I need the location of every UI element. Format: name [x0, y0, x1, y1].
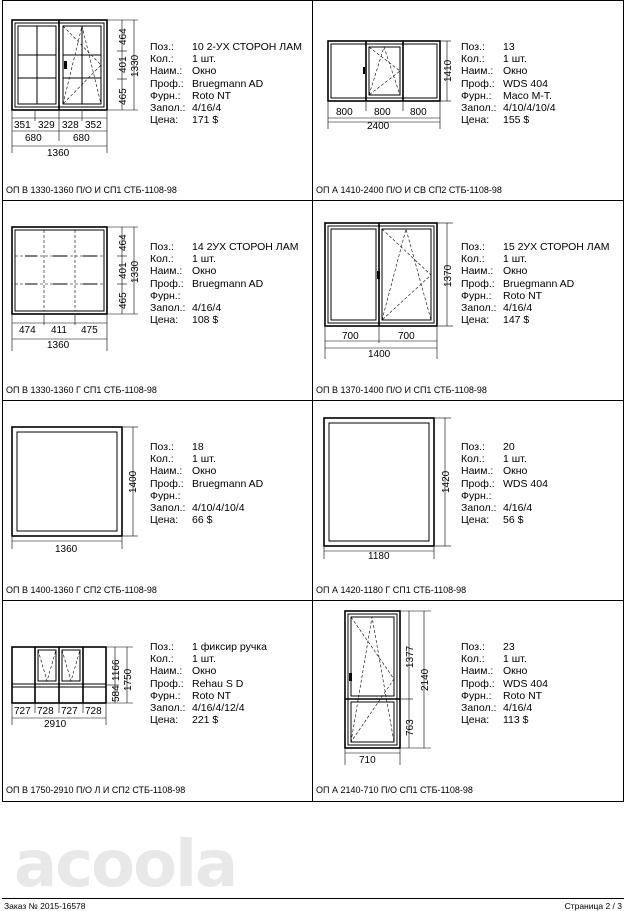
window-drawing	[3, 201, 153, 376]
item-card	[3, 201, 313, 401]
label-price: Цена:	[150, 114, 179, 127]
value-fill: 4/16/4/12/4	[192, 702, 245, 715]
value-qty: 1 шт.	[503, 653, 527, 666]
label-qty: Кол.:	[461, 453, 485, 466]
dim-label: 464	[118, 234, 129, 251]
value-name: Окно	[503, 665, 528, 678]
item-caption: ОП А 1410-2400 П/О И СВ СП2 СТБ-1108-98	[316, 185, 502, 195]
window-drawing	[313, 201, 463, 376]
dim-label: 464	[118, 28, 129, 45]
dim-label: 1370	[443, 264, 454, 287]
item-card	[313, 1, 623, 201]
dim-label: 2140	[420, 668, 431, 691]
value-furn: Roto NT	[192, 89, 232, 102]
dim-label: 1360	[55, 544, 78, 555]
item-caption: ОП В 1400-1360 Г СП2 СТБ-1108-98	[6, 585, 157, 595]
dim-label: 728	[37, 706, 54, 717]
dim-label: 1400	[368, 349, 391, 360]
label-qty: Кол.:	[150, 453, 174, 466]
dim-label: 401	[118, 56, 129, 73]
value-name: Окно	[192, 665, 217, 678]
value-name: Окно	[192, 465, 217, 478]
label-prof: Проф.:	[150, 677, 184, 690]
value-price: 155 $	[503, 114, 530, 127]
dim-label: 328	[62, 120, 79, 131]
item-properties	[461, 441, 548, 526]
dim-label: 700	[342, 331, 359, 342]
label-price: Цена:	[461, 114, 490, 127]
dim-label: 800	[336, 107, 353, 118]
item-properties	[150, 41, 302, 126]
value-furn: Roto NT	[503, 289, 543, 302]
item-caption: ОП А 1420-1180 Г СП1 СТБ-1108-98	[316, 585, 467, 595]
value-price: 221 $	[192, 714, 219, 727]
item-caption: ОП В 1750-2910 П/О Л И СП2 СТБ-1108-98	[6, 785, 186, 795]
dim-label: 401	[118, 262, 129, 279]
window-drawing	[313, 601, 463, 776]
label-qty: Кол.:	[461, 53, 485, 66]
label-qty: Кол.:	[150, 653, 174, 666]
label-qty: Кол.:	[150, 253, 174, 266]
dim-label: 474	[19, 325, 36, 336]
items-grid	[2, 0, 624, 802]
label-price: Цена:	[461, 314, 490, 327]
dim-label: 465	[118, 292, 129, 309]
window-drawing	[313, 401, 463, 576]
dim-label: 1166	[111, 659, 122, 681]
label-price: Цена:	[150, 714, 179, 727]
value-price: 56 $	[503, 514, 524, 527]
label-name: Наим.:	[461, 665, 494, 678]
dim-label: 2400	[367, 121, 390, 132]
label-price: Цена:	[150, 514, 179, 527]
value-name: Окно	[192, 65, 217, 78]
label-furn: Фурн.:	[461, 489, 492, 502]
dim-label: 1750	[123, 668, 134, 691]
label-name: Наим.:	[461, 265, 494, 278]
value-pos: 15 2УХ СТОРОН ЛАМ	[503, 241, 610, 253]
order-number: Заказ № 2015-16578	[4, 901, 86, 911]
value-name: Окно	[503, 465, 528, 478]
label-price: Цена:	[461, 714, 490, 727]
dim-label: 475	[81, 325, 98, 336]
item-caption: ОП В 1330-1360 Г СП1 СТБ-1108-98	[6, 385, 157, 395]
dim-label: 680	[25, 133, 42, 144]
dim-label: 1330	[130, 260, 141, 283]
value-qty: 1 шт.	[192, 253, 216, 266]
label-furn: Фурн.:	[150, 89, 181, 102]
dim-label: 800	[374, 107, 391, 118]
dim-label: 2910	[44, 719, 67, 730]
value-qty: 1 шт.	[503, 253, 527, 266]
dim-label: 1180	[368, 551, 390, 562]
dim-label: 1410	[443, 59, 454, 82]
item-properties	[461, 241, 609, 326]
label-prof: Проф.:	[461, 477, 495, 490]
value-pos: 14 2УХ СТОРОН ЛАМ	[192, 241, 299, 253]
dim-label: 763	[405, 719, 416, 736]
dim-label: 700	[398, 331, 415, 342]
page-number: Страница 2 / 3	[564, 901, 622, 911]
value-fill: 4/10/4/10/4	[192, 502, 245, 515]
label-prof: Проф.:	[150, 77, 184, 90]
item-properties	[150, 441, 263, 526]
page-footer	[2, 898, 624, 911]
dim-label: 411	[51, 325, 67, 336]
dim-label: 728	[85, 706, 102, 717]
label-name: Наим.:	[461, 65, 494, 78]
window-drawing	[313, 1, 463, 176]
label-fill: Запол.:	[461, 102, 497, 115]
label-fill: Запол.:	[461, 702, 497, 715]
value-price: 147 $	[503, 314, 530, 327]
value-qty: 1 шт.	[503, 453, 527, 466]
item-card	[313, 601, 623, 801]
value-qty: 1 шт.	[503, 53, 527, 66]
dim-label: 584	[111, 685, 122, 702]
value-price: 171 $	[192, 114, 219, 127]
item-card	[3, 401, 313, 601]
window-drawing	[3, 401, 153, 576]
value-fill: 4/10/4/10/4	[503, 102, 556, 115]
dim-label: 800	[410, 107, 427, 118]
item-properties	[461, 641, 548, 726]
label-price: Цена:	[461, 514, 490, 527]
item-caption: ОП В 1370-1400 П/О И СП1 СТБ-1108-98	[316, 385, 487, 395]
dim-label: 710	[359, 755, 376, 766]
value-prof: WDS 404	[503, 477, 548, 490]
label-pos: Поз.:	[150, 41, 174, 53]
value-fill: 4/16/4	[503, 702, 533, 715]
label-furn: Фурн.:	[461, 289, 492, 302]
item-card	[3, 1, 313, 201]
label-fill: Запол.:	[150, 502, 186, 515]
label-name: Наим.:	[150, 665, 183, 678]
label-furn: Фурн.:	[150, 689, 181, 702]
value-prof: WDS 404	[503, 677, 548, 690]
value-price: 108 $	[192, 314, 219, 327]
label-pos: Поз.:	[461, 441, 485, 453]
value-prof: Bruegmann AD	[192, 277, 264, 290]
value-name: Окно	[503, 265, 528, 278]
value-qty: 1 шт.	[192, 453, 216, 466]
value-pos: 18	[192, 441, 204, 453]
value-name: Окно	[503, 65, 528, 78]
value-fill: 4/16/4	[503, 302, 533, 315]
label-prof: Проф.:	[461, 677, 495, 690]
value-furn: Roto NT	[503, 689, 543, 702]
value-qty: 1 шт.	[192, 653, 216, 666]
item-card	[313, 201, 623, 401]
dim-label: 680	[73, 133, 90, 144]
label-furn: Фурн.:	[461, 89, 492, 102]
value-fill: 4/16/4	[192, 102, 222, 115]
label-qty: Кол.:	[150, 53, 174, 66]
item-caption: ОП А 2140-710 П/О СП1 СТБ-1108-98	[316, 785, 473, 795]
value-qty: 1 шт.	[192, 53, 216, 66]
label-name: Наим.:	[150, 465, 183, 478]
label-fill: Запол.:	[150, 702, 186, 715]
value-pos: 20	[503, 441, 515, 453]
dim-label: 352	[85, 120, 102, 131]
label-pos: Поз.:	[150, 641, 174, 653]
value-furn: Maco M-T.	[503, 89, 553, 102]
label-fill: Запол.:	[150, 102, 186, 115]
dim-label: 1400	[128, 470, 139, 493]
value-price: 66 $	[192, 514, 213, 527]
label-fill: Запол.:	[150, 302, 186, 315]
label-price: Цена:	[150, 314, 179, 327]
label-qty: Кол.:	[461, 253, 485, 266]
label-fill: Запол.:	[461, 502, 497, 515]
label-prof: Проф.:	[461, 277, 495, 290]
label-pos: Поз.:	[150, 241, 174, 253]
label-fill: Запол.:	[461, 302, 497, 315]
value-prof: Bruegmann AD	[192, 477, 264, 490]
item-caption: ОП В 1330-1360 П/О И СП1 СТБ-1108-98	[6, 185, 177, 195]
label-name: Наим.:	[150, 265, 183, 278]
dim-label: 1360	[47, 340, 70, 351]
label-pos: Поз.:	[461, 41, 485, 53]
label-name: Наим.:	[150, 65, 183, 78]
value-prof: Rehau S D	[192, 677, 244, 690]
value-name: Окно	[192, 265, 217, 278]
item-properties	[461, 41, 556, 126]
dim-label: 727	[14, 706, 31, 717]
value-pos: 13	[503, 41, 515, 53]
label-prof: Проф.:	[150, 477, 184, 490]
label-furn: Фурн.:	[150, 489, 181, 502]
label-pos: Поз.:	[461, 641, 485, 653]
label-prof: Проф.:	[150, 277, 184, 290]
value-prof: WDS 404	[503, 77, 548, 90]
label-furn: Фурн.:	[461, 689, 492, 702]
value-prof: Bruegmann AD	[503, 277, 575, 290]
dim-label: 1360	[47, 148, 70, 159]
label-qty: Кол.:	[461, 653, 485, 666]
dim-label: 1377	[405, 645, 416, 668]
value-pos: 10 2-УХ СТОРОН ЛАМ	[192, 41, 302, 53]
item-properties	[150, 641, 267, 726]
dim-label: 727	[61, 706, 78, 717]
label-prof: Проф.:	[461, 77, 495, 90]
item-card	[313, 401, 623, 601]
value-fill: 4/16/4	[192, 302, 222, 315]
value-price: 113 $	[503, 714, 529, 727]
value-prof: Bruegmann AD	[192, 77, 264, 90]
item-card	[3, 601, 313, 801]
label-pos: Поз.:	[150, 441, 174, 453]
value-fill: 4/16/4	[503, 502, 533, 515]
dim-label: 329	[38, 120, 55, 131]
value-furn: Roto NT	[192, 689, 232, 702]
window-drawing	[3, 1, 153, 176]
label-name: Наим.:	[461, 465, 494, 478]
item-properties	[150, 241, 298, 326]
value-pos: 1 фиксир ручка	[192, 641, 267, 653]
watermark-logo: acoola	[14, 828, 237, 902]
dim-label: 465	[118, 88, 129, 105]
dim-label: 351	[14, 120, 31, 131]
label-pos: Поз.:	[461, 241, 485, 253]
label-furn: Фурн.:	[150, 289, 181, 302]
window-drawing	[3, 601, 153, 776]
dim-label: 1420	[441, 470, 452, 493]
value-pos: 23	[503, 641, 515, 653]
dim-label: 1330	[130, 54, 141, 77]
